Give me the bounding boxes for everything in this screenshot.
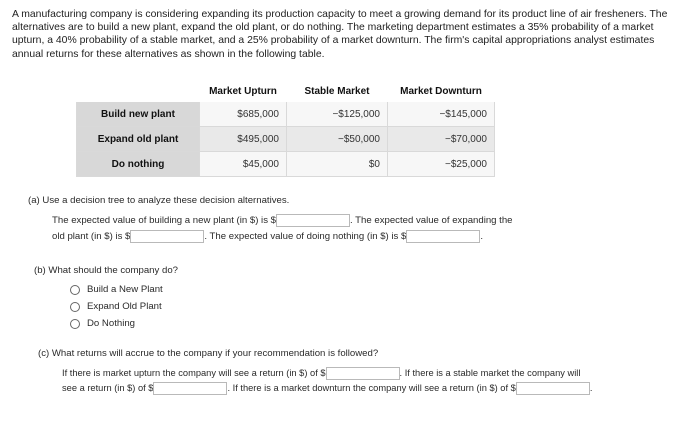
return-upturn-input[interactable] <box>326 367 400 380</box>
cell-value: $495,000 <box>200 127 287 152</box>
part-b-options <box>70 281 163 332</box>
ev-new-plant-input[interactable] <box>276 214 350 227</box>
part-c-answer-line-2 <box>62 381 694 396</box>
part-c-text-1: If there is market upturn the company will see a return (in $) of $ <box>62 368 326 378</box>
part-a-text-2: . The expected value of expanding the <box>350 215 513 226</box>
cell-value: $685,000 <box>200 102 287 127</box>
table-row <box>77 102 495 127</box>
part-a-answer-line-1 <box>52 213 652 228</box>
part-c-text-4: . If there is a market downturn the company will see a return (in $) of $ <box>227 383 516 393</box>
payoff-table <box>76 80 495 177</box>
return-downturn-input[interactable] <box>516 382 590 395</box>
part-b-question: (b) What should the company do? <box>34 265 178 276</box>
header-market-downturn: Market Downturn <box>388 81 495 102</box>
part-a-text-4: . The expected value of doing nothing (in $) is $ <box>204 231 407 242</box>
part-a-text-5: . <box>480 231 484 242</box>
row-label-expand-old-plant: Expand old plant <box>77 127 200 152</box>
part-a-answer-line-2 <box>52 229 652 244</box>
cell-value: $45,000 <box>200 152 287 177</box>
part-a-text-1: The expected value of building a new plant (in $) is $ <box>52 215 276 226</box>
row-label-build-new-plant: Build new plant <box>77 102 200 127</box>
part-c-text-3: see a return (in $) of $ <box>62 383 154 393</box>
cell-value: −$70,000 <box>388 127 495 152</box>
option-label: Do Nothing <box>87 318 135 329</box>
return-stable-input[interactable] <box>153 382 227 395</box>
table-row <box>77 127 495 152</box>
row-label-do-nothing: Do nothing <box>77 152 200 177</box>
radio-circle-icon[interactable] <box>70 302 80 312</box>
option-build-new-plant[interactable] <box>70 281 163 298</box>
ev-do-nothing-input[interactable] <box>406 230 480 243</box>
cell-value: −$50,000 <box>287 127 388 152</box>
ev-expand-plant-input[interactable] <box>130 230 204 243</box>
part-c-text-2: . If there is a stable market the company will <box>399 368 581 378</box>
table-corner <box>77 81 200 102</box>
cell-value: −$25,000 <box>388 152 495 177</box>
cell-value: $0 <box>287 152 388 177</box>
option-expand-old-plant[interactable] <box>70 298 163 315</box>
part-c-answer-line-1 <box>62 366 694 381</box>
problem-statement: A manufacturing company is considering expanding its production capacity to meet a growing demand for its product line of air fresheners. The alternatives are to build a new plant, expand the old plant, or do nothing. The marketing department estimates a 35% probability of a market upturn, a 40% probability of a stable market, and a 25% probability of a market downturn. The firm's capital appropriations analyst estimates annual returns for these alternatives as shown in the following table. <box>12 9 668 60</box>
option-do-nothing[interactable] <box>70 315 163 332</box>
radio-circle-icon[interactable] <box>70 319 80 329</box>
header-market-upturn: Market Upturn <box>200 81 287 102</box>
option-label: Expand Old Plant <box>87 301 162 312</box>
table-row <box>77 152 495 177</box>
header-stable-market: Stable Market <box>287 81 388 102</box>
option-label: Build a New Plant <box>87 284 163 295</box>
cell-value: −$125,000 <box>287 102 388 127</box>
part-c-question: (c) What returns will accrue to the company if your recommendation is followed? <box>38 348 379 359</box>
cell-value: −$145,000 <box>388 102 495 127</box>
part-c-text-5: . <box>589 383 593 393</box>
table-header-row <box>77 81 495 102</box>
radio-circle-icon[interactable] <box>70 285 80 295</box>
part-a-text-3: old plant (in $) is $ <box>52 231 131 242</box>
part-a-question: (a) Use a decision tree to analyze these decision alternatives. <box>28 195 290 206</box>
